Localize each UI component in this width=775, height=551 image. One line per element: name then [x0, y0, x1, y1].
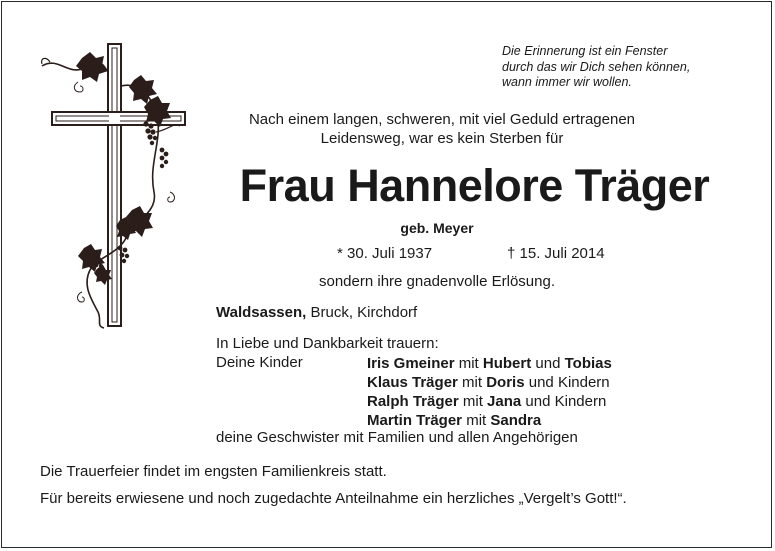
thanks-note: Für bereits erwiesene und noch zugedachte Anteilnahme ein herzliches „Vergelt’s Gott!“. — [40, 490, 627, 507]
memorial-quote — [502, 44, 762, 91]
children-label: Deine Kinder — [216, 354, 303, 371]
quote-line: durch das wir Dich sehen können, — [502, 59, 691, 74]
quote-line: wann immer wir wollen. — [502, 75, 632, 89]
siblings-line: deine Geschwister mit Familien und allen Angehörigen — [216, 429, 578, 446]
cross-with-vine-icon — [38, 42, 193, 332]
quote-line: Die Erinnerung ist ein Fenster — [502, 44, 668, 58]
relief-text: sondern ihre gnadenvolle Erlösung. — [319, 273, 555, 290]
deceased-name: Frau Hannelore Träger — [239, 160, 710, 211]
death-date: † 15. Juli 2014 — [507, 245, 605, 262]
intro-line: Nach einem langen, schweren, mit viel Geduld ertragenen — [248, 111, 636, 128]
birth-name: geb. Meyer — [400, 220, 474, 236]
child-entry: Ralph Träger mit Jana und Kindern — [367, 393, 607, 410]
children-list — [367, 354, 612, 430]
location — [216, 304, 417, 321]
mourners-intro: In Liebe und Dankbarkeit trauern: — [216, 335, 439, 352]
child-entry: Iris Gmeiner mit Hubert und Tobias — [367, 355, 612, 372]
intro-line: Leidensweg, war es kein Sterben für — [320, 130, 564, 147]
location-rest: Bruck, Kirchdorf — [306, 304, 418, 321]
child-entry: Martin Träger mit Sandra — [367, 412, 542, 429]
child-entry: Klaus Träger mit Doris und Kindern — [367, 374, 610, 391]
birth-date: * 30. Juli 1937 — [337, 245, 433, 262]
funeral-service-note: Die Trauerfeier findet im engsten Familienkreis statt. — [40, 463, 387, 480]
obituary-frame — [1, 1, 772, 548]
intro-text — [212, 110, 672, 148]
location-main: Waldsassen, — [216, 304, 307, 321]
